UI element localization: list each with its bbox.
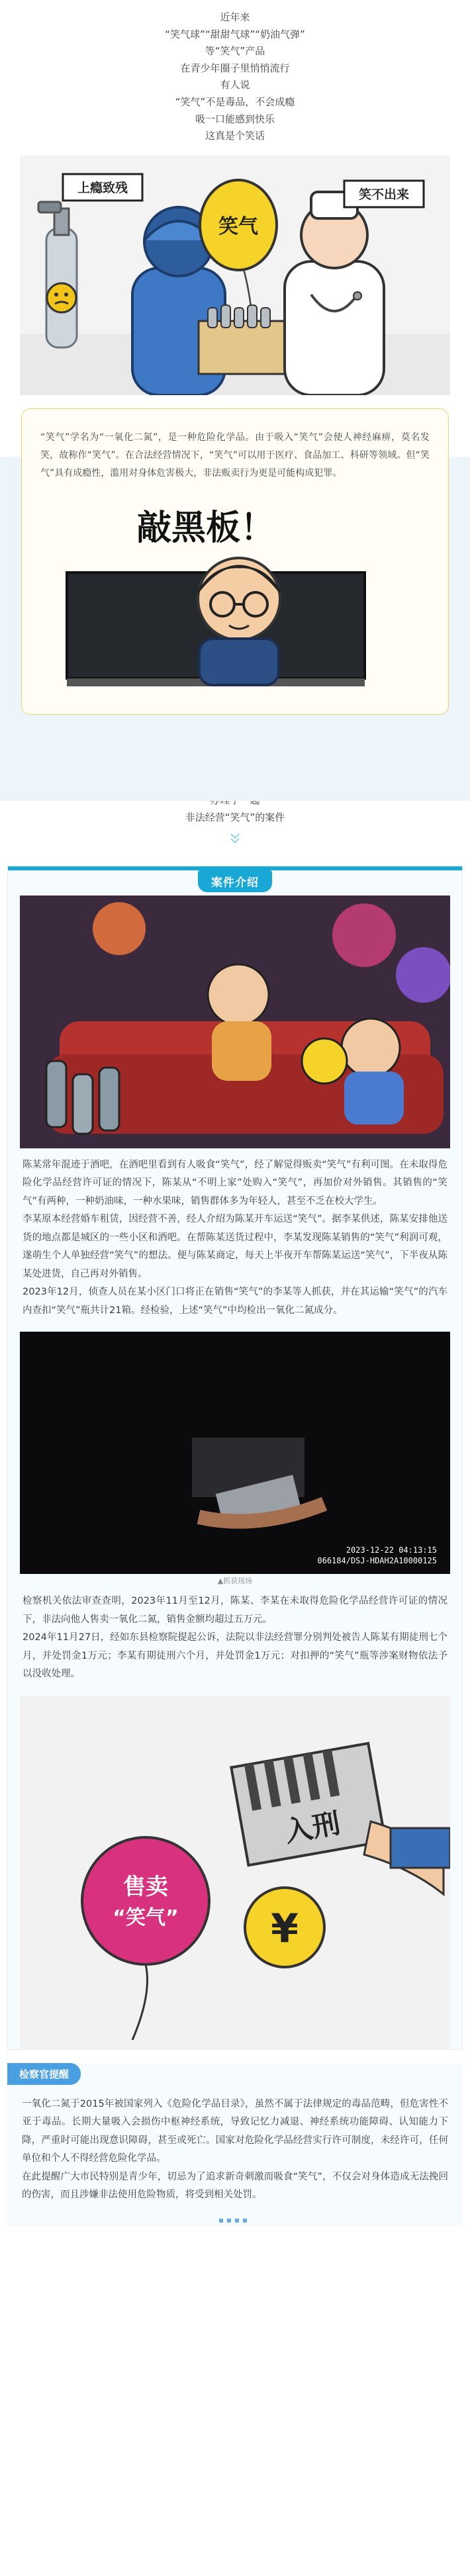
- video-device-id: 066184/DSJ-HDAH2A10000125: [317, 1556, 437, 1566]
- intro-line: 这真是个笑话: [205, 130, 265, 142]
- info-card-wrapper: [21, 408, 449, 715]
- case-paragraph-5: 2024年11月27日，经如东县检察院提起公诉，法院以非法经营罪分别判处被告人陈某有期徒刑七个月，并处罚金1万元；李某有期徒刑六个月，并处罚金1万元；对扣押的“笑气”瓶等涉案财物依法予以没收处理。: [23, 1632, 447, 1680]
- illustration-balloon-cartoon: [20, 156, 450, 395]
- chevron-down-icon: [0, 831, 470, 849]
- advice-section: [7, 2063, 463, 2227]
- section-end-divider: [7, 2214, 463, 2227]
- arrest-video-still: [20, 1332, 450, 1574]
- case-section: [7, 866, 463, 2050]
- case-paragraph-4: 检察机关依法审查查明，2023年11月至12月，陈某、李某在未取得危险化学品经营许可证的情况下，非法向他人售卖一氧化二氮，销售金额均超过五万元。: [23, 1596, 447, 1625]
- case-header: [8, 870, 462, 893]
- balloon-text: 笑气: [218, 214, 258, 238]
- intro-line: 在青少年圈子里悄悄流行: [180, 62, 290, 74]
- intro-line: 近年来: [220, 11, 250, 23]
- poster-left-text: 售卖: [123, 1873, 168, 1900]
- blackboard-illustration: [40, 493, 431, 698]
- sign-left-text: 上瘾致残: [77, 180, 128, 195]
- intro-line: “笑气”不是毒品，不会成瘾: [175, 95, 295, 108]
- case-paragraph-2: 李某原本经营婚车租赁，因经营不善，经人介绍为陈某开车运送“笑气”。据李某供述，陈某安排他送货的地点都是城区的一些小区和酒吧。在帮陈某送货过程中，李某发现陈某销售的“笑气”利润可观，遂萌生个人单独经营“笑气”的想法。便与陈某商定，每天上半夜开车帮陈某运送“笑气”，下半夜从陈某处进货，自己再对外销售。: [23, 1214, 447, 1279]
- poster-right-text: 入刑: [282, 1806, 343, 1849]
- advice-paragraph-2: 在此提醒广大市民特别是青少年，切忌为了追求新奇刺激而吸食“笑气”，不仅会对身体造成无法挽回的伤害，而且涉嫌非法使用危险物质，将受到相关处罚。: [22, 2171, 448, 2201]
- photo-caption: ▲抓获现场: [217, 1577, 253, 1586]
- intro-line: “笑气球”“甜甜气球”“奶油气弹”: [165, 28, 305, 40]
- poster-left-text-2: “笑气”: [113, 1906, 179, 1929]
- case-paragraph-3: 2023年12月，侦查人员在某小区门口将正在销售“笑气”的李某等人抓获，并在其运输“笑气”的汽车内查扣“笑气”瓶共计21箱。经检验，上述“笑气”中均检出一氧化二氮成分。: [23, 1287, 447, 1316]
- illustration-balloons-couch: [20, 896, 450, 1148]
- advice-title: 检察官提醒: [7, 2063, 81, 2085]
- sign-right-text: 笑不出来: [358, 187, 410, 202]
- info-card: [21, 408, 449, 715]
- video-timestamp: 2023-12-22 04:13:15: [346, 1545, 437, 1555]
- case-title: 案件介绍: [198, 870, 272, 892]
- advice-paragraph-1: 一氧化二氮于2015年被国家列入《危险化学品目录》，虽然不属于法律规定的毒品范畴，但危害性不亚于毒品。长期大量吸入会损伤中枢神经系统，导致记忆力减退、神经系统功能障碍、认知能力下降，严重时可能出现意识障碍，甚至或死亡。国家对危险化学品经营实行许可制度，未经许可，任何单位和个人不得经营危险化学品。: [22, 2098, 448, 2164]
- illustration-sentence-poster: [20, 1696, 450, 2049]
- blackboard-heading: 敲黑板！: [136, 508, 275, 548]
- intro-line: 有人说: [220, 79, 250, 91]
- poster-coin-text: ¥: [271, 1905, 299, 1952]
- info-card-text: “笑气”学名为“一氧化二氮”，是一种危险化学品。由于吸入“笑气”会使人神经麻痹，莫名发笑，故称作“笑气”。在合法经营情况下，“笑气”可以用于医疗、食品加工、科研等领域。但“笑气”具有成瘾性，滥用对身体危害极大，非法贩卖行为更是可能构成犯罪。: [40, 432, 430, 479]
- intro-section: [0, 0, 470, 145]
- case-paragraph-1: 陈某常年混迹于酒吧，在酒吧里看到有人吸食“笑气”，经了解觉得贩卖“笑气”有利可图。在未取得危险化学品经营许可证的情况下，陈某从“不明上家”处购入“笑气”，再加价对外销售。其销售的“笑气”有两种，一种奶油味，一种水果味，销售群体多为年轻人，甚至不乏在校大学生。: [23, 1159, 447, 1207]
- mid-line: 非法经营“笑气”的案件: [185, 811, 285, 823]
- intro-line: 吸一口能感到快乐: [195, 113, 275, 125]
- intro-line: 等“笑气”产品: [205, 45, 265, 58]
